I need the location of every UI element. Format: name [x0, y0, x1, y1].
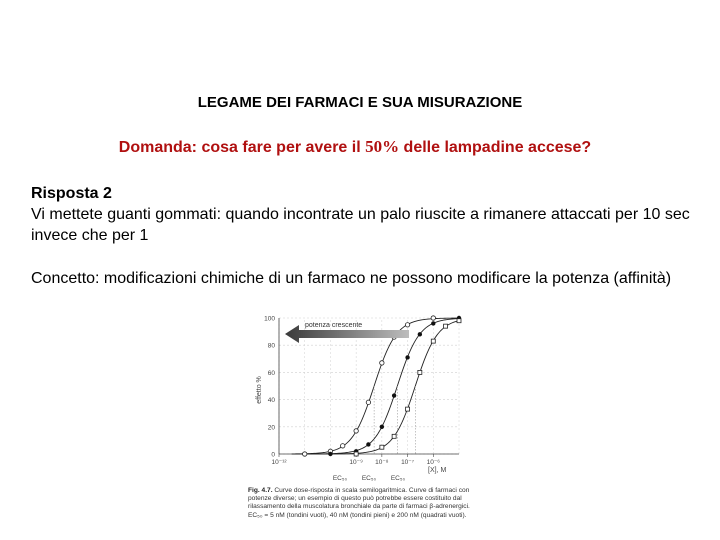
y-tick-label: 20	[267, 424, 275, 432]
data-point-open-square	[431, 339, 435, 343]
data-point-open-circle	[340, 444, 344, 448]
data-point-filled-circle	[380, 425, 384, 429]
curve-series-1	[292, 318, 459, 454]
ec50-label-3: EC₅₀	[390, 475, 406, 482]
data-point-filled-circle	[431, 321, 435, 325]
y-tick-label: 40	[267, 397, 275, 405]
data-point-open-circle	[366, 400, 370, 404]
answer-heading: Risposta 2	[31, 185, 112, 202]
x-tick-label: 10⁻⁸	[375, 459, 389, 466]
data-point-open-square	[457, 319, 461, 323]
caption-text: Curve dose-risposta in scala semilogaritmica. Curve di farmaci con potenze diverse; un esempio di questo può potrebbe essere costituito dal rilassamento della muscolatura bronchiale da parte di farmaci β-adrenergici. EC₅₀ = 5 nM (tondini vuoti), 40 nM (tondini pieni) e 200 nM (quadrati vuoti).	[248, 487, 470, 519]
data-point-filled-circle	[405, 355, 409, 359]
data-point-open-circle	[405, 323, 409, 327]
data-point-open-circle	[380, 361, 384, 365]
concept-text: Concetto: modificazioni chimiche di un farmaco ne possono modificare la potenza (affinità)	[31, 270, 672, 287]
data-point-filled-circle	[418, 332, 422, 336]
caption-fig-number: Fig. 4.7.	[248, 487, 273, 494]
x-tick-label: 10⁻⁷	[401, 459, 415, 466]
y-tick-label: 80	[267, 342, 275, 350]
figure-caption	[248, 487, 478, 520]
dose-response-chart	[241, 306, 481, 486]
ec50-label-2: EC₅₀	[361, 475, 377, 482]
x-tick-label: 10⁻⁹	[349, 459, 363, 466]
data-point-open-circle	[431, 316, 435, 320]
x-tick-label: 10⁻⁶	[426, 459, 440, 466]
chart-grid	[279, 318, 459, 454]
data-point-open-square	[392, 434, 396, 438]
question-text	[0, 137, 710, 157]
x-axis-label: [X], M	[428, 467, 447, 474]
data-point-filled-circle	[392, 393, 396, 397]
answer-block	[31, 183, 691, 246]
ec50-label-1: EC₅₀	[332, 475, 348, 482]
data-point-open-circle	[354, 429, 358, 433]
chart-curves	[292, 318, 459, 454]
data-point-open-square	[444, 324, 448, 328]
data-point-open-square	[380, 445, 384, 449]
question-suffix: delle lampadine accese?	[399, 139, 592, 156]
question-prefix: Domanda: cosa fare per avere il	[118, 139, 366, 156]
dose-response-figure	[241, 306, 481, 540]
data-point-open-square	[418, 370, 422, 374]
answer-body: Vi mettete guanti gommati: quando incontrate un palo riuscite a rimanere attaccati per 10 sec invece che per 1	[31, 206, 690, 244]
data-point-open-square	[354, 452, 358, 456]
y-tick-label: 100	[264, 315, 275, 323]
potency-arrow	[285, 322, 409, 343]
y-tick-label: 60	[267, 369, 275, 377]
data-point-filled-circle	[366, 442, 370, 446]
data-point-open-circle	[303, 452, 307, 456]
y-tick-label: 0	[271, 451, 275, 459]
y-axis-label: effetto %	[256, 376, 263, 404]
x-tick-label: 10⁻¹²	[271, 459, 287, 466]
data-point-open-square	[406, 407, 410, 411]
question-number: 50%	[365, 137, 400, 156]
slide-title: LEGAME DEI FARMACI E SUA MISURAZIONE	[197, 94, 523, 111]
potency-arrow-label: potenza crescente	[305, 322, 363, 329]
data-point-filled-circle	[328, 452, 332, 456]
